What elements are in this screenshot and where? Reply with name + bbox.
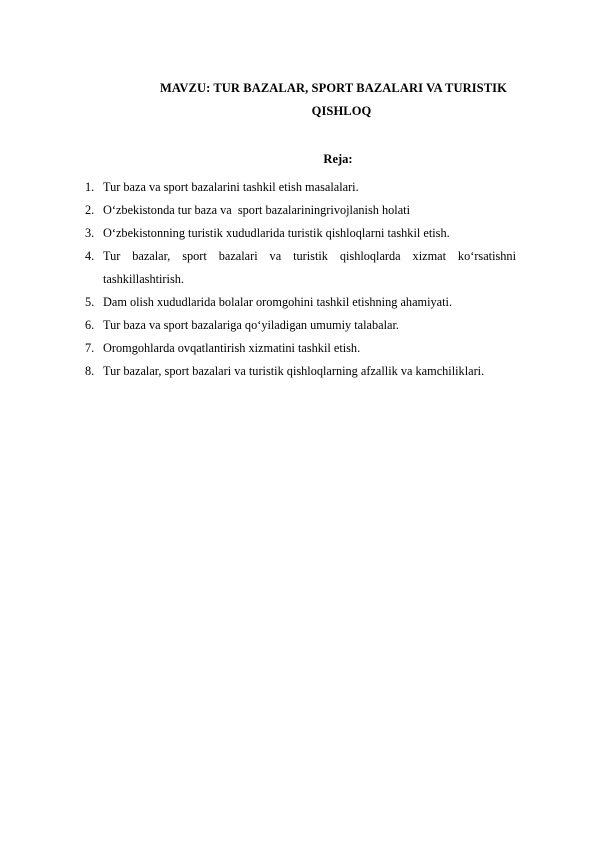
plan-item-number: 2.	[85, 203, 95, 217]
plan-list	[85, 176, 516, 383]
plan-item-text: Tur baza va sport bazalarini tashkil etish masalalari.	[103, 180, 359, 194]
plan-item-number: 4.	[85, 249, 95, 263]
plan-item-number: 1.	[85, 180, 95, 194]
plan-item-8	[85, 360, 516, 383]
plan-item-7	[85, 337, 516, 360]
plan-item-5	[85, 291, 516, 314]
plan-item-text: Dam olish xududlarida bolalar oromgohini tashkil etishning ahamiyati.	[103, 295, 453, 309]
plan-item-text: Tur bazalar, sport bazalari va turistik qishloqlarning afzallik va kamchiliklari.	[103, 364, 485, 378]
plan-item-1	[85, 176, 516, 199]
plan-item-text: Oromgohlarda ovqatlantirish xizmatini tashkil etish.	[103, 341, 361, 355]
plan-item-number: 5.	[85, 295, 95, 309]
plan-item-text: Tur baza va sport bazalariga qo‘yiladigan umumiy talabalar.	[103, 318, 399, 332]
plan-item-number: 8.	[85, 364, 95, 378]
plan-item-text: O‘zbekistonning turistik xududlarida turistik qishloqlarni tashkil etish.	[103, 226, 450, 240]
topic-title-line-2: QISHLOQ	[311, 104, 372, 118]
topic-title-line-1: MAVZU: TUR BAZALAR, SPORT BAZALARI VA TURISTIK	[160, 81, 507, 95]
plan-item-text-line-2: tashkillashtirish.	[103, 272, 184, 286]
plan-heading: Reja:	[323, 152, 353, 166]
plan-item-2	[85, 199, 516, 222]
plan-item-number: 7.	[85, 341, 95, 355]
plan-item-number: 3.	[85, 226, 95, 240]
plan-item-4	[85, 245, 516, 291]
plan-item-text: O‘zbekistonda tur baza va sport bazalariningrivojlanish holati	[103, 203, 410, 217]
plan-item-6	[85, 314, 516, 337]
plan-item-3	[85, 222, 516, 245]
plan-item-text-line-1: Tur bazalar, sport bazalari va turistik qishloqlarda xizmat ko‘rsatishni	[103, 249, 516, 263]
plan-item-number: 6.	[85, 318, 95, 332]
